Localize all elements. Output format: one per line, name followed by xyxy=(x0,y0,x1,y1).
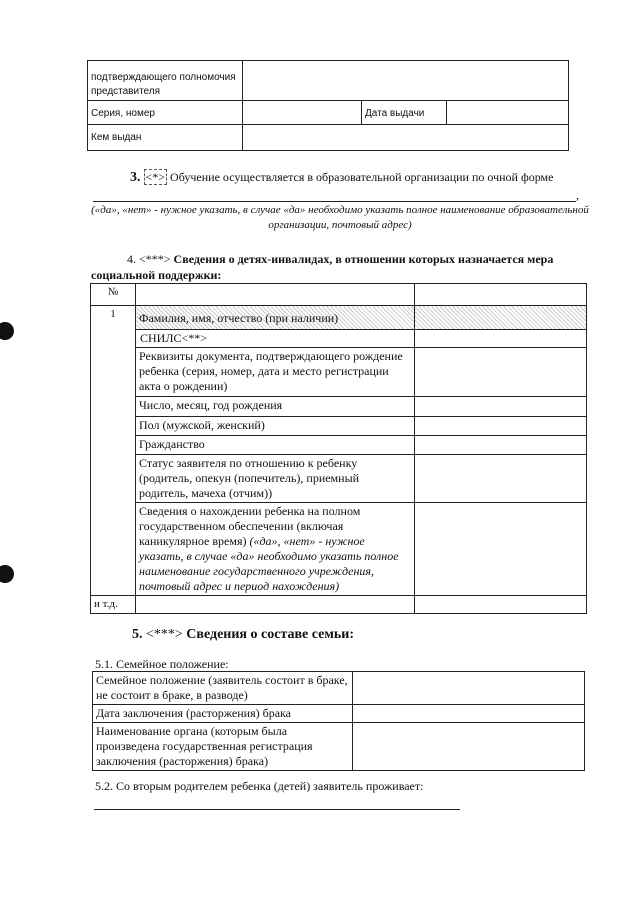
citizenship-value[interactable] xyxy=(415,436,587,455)
birth-date-value[interactable] xyxy=(415,397,587,417)
etc-blank-1 xyxy=(136,596,415,614)
birth-doc-value[interactable] xyxy=(415,348,587,397)
section3-comma: , xyxy=(576,188,579,202)
section4-marker: <***> xyxy=(139,252,171,266)
etc-label: и т.д. xyxy=(91,596,136,614)
binder-hole-top xyxy=(0,322,14,340)
section4-title: Сведения о детях-инвалидах, в отношении которых назначается мера социальной поддержки: xyxy=(91,252,554,282)
snils-label xyxy=(136,330,415,348)
section3-text: Обучение осуществляется в образовательной организации по очной форме xyxy=(170,170,554,184)
birth-doc-label: Реквизиты документа, подтверждающего рождение ребенка (серия, номер, дата и место регистрации акта о рождении) xyxy=(136,348,415,397)
section5-sub2: 5.2. Со вторым родителем ребенка (детей) заявитель проживает: xyxy=(95,779,424,793)
section3-answer-line[interactable] xyxy=(93,201,576,202)
row-number: 1 xyxy=(91,306,136,596)
issued-by-label: Кем выдан xyxy=(88,125,243,151)
status-label: Статус заявителя по отношению к ребенку (родитель, опекун (попечитель), приемный родитель, мачеха (отчим)) xyxy=(136,455,415,503)
state-support-value[interactable] xyxy=(415,503,587,596)
binder-hole-bottom xyxy=(0,565,14,583)
fio-label: Фамилия, имя, отчество (при наличии) xyxy=(136,306,415,330)
section5-sub1: 5.1. Семейное положение: xyxy=(95,657,229,671)
sex-label: Пол (мужской, женский) xyxy=(136,417,415,436)
etc-blank-2 xyxy=(415,596,587,614)
section5-answer-line[interactable] xyxy=(94,809,460,810)
children-table xyxy=(90,283,587,614)
section3-hint: («да», «нет» - нужное указать, в случае «да» необходимо указать полное наименование образовательной организации, почтовый адрес) xyxy=(91,204,589,231)
section5-marker: <***> xyxy=(146,627,183,642)
section5-title: Сведения о составе семьи: xyxy=(186,627,355,642)
family-table xyxy=(92,671,585,771)
state-support-label xyxy=(136,503,415,596)
col-number-header: № xyxy=(91,284,136,306)
representative-document-table xyxy=(87,60,569,151)
marriage-date-label: Дата заключения (расторжения) брака xyxy=(93,705,353,723)
series-number-label: Серия, номер xyxy=(88,101,243,125)
section3-number: 3. xyxy=(130,170,141,185)
section4-number: 4. xyxy=(127,252,136,266)
marital-status-label: Семейное положение (заявитель состоит в браке, не состоит в браке, в разводе) xyxy=(93,672,353,705)
section3-line xyxy=(130,170,590,185)
header-blank-2 xyxy=(415,284,587,306)
authority-doc-label: подтверждающего полномочия представителя xyxy=(88,61,243,101)
issue-date-label: Дата выдачи xyxy=(362,101,447,125)
section3-marker: <*> xyxy=(145,170,166,184)
snils-text: СНИЛС<**> xyxy=(140,331,208,345)
marriage-date-value[interactable] xyxy=(353,705,585,723)
sex-value[interactable] xyxy=(415,417,587,436)
section5-heading xyxy=(132,627,572,643)
header-blank-1 xyxy=(136,284,415,306)
state-support-main: Сведения о нахождении ребенка на полном государственном обеспечении (включая каникулярное время) xyxy=(139,504,361,548)
issue-date-value[interactable] xyxy=(447,101,569,125)
snils-value[interactable] xyxy=(415,330,587,348)
authority-doc-value[interactable] xyxy=(243,61,569,101)
registry-office-label: Наименование органа (которым была произведена государственная регистрация заключения (расторжения) брака) xyxy=(93,723,353,771)
registry-office-value[interactable] xyxy=(353,723,585,771)
issued-by-value[interactable] xyxy=(243,125,569,151)
fio-value[interactable] xyxy=(415,306,587,330)
citizenship-label: Гражданство xyxy=(136,436,415,455)
marital-status-value[interactable] xyxy=(353,672,585,705)
section5-number: 5. xyxy=(132,627,143,642)
section4-heading xyxy=(91,251,591,283)
series-number-value[interactable] xyxy=(243,101,362,125)
state-support-hint: («да», «нет» - нужное указать, в случае «да» необходимо указать полное наименование государственного учреждения, почтовый адрес и период нахождения) xyxy=(139,534,399,593)
status-value[interactable] xyxy=(415,455,587,503)
birth-date-label: Число, месяц, год рождения xyxy=(136,397,415,417)
